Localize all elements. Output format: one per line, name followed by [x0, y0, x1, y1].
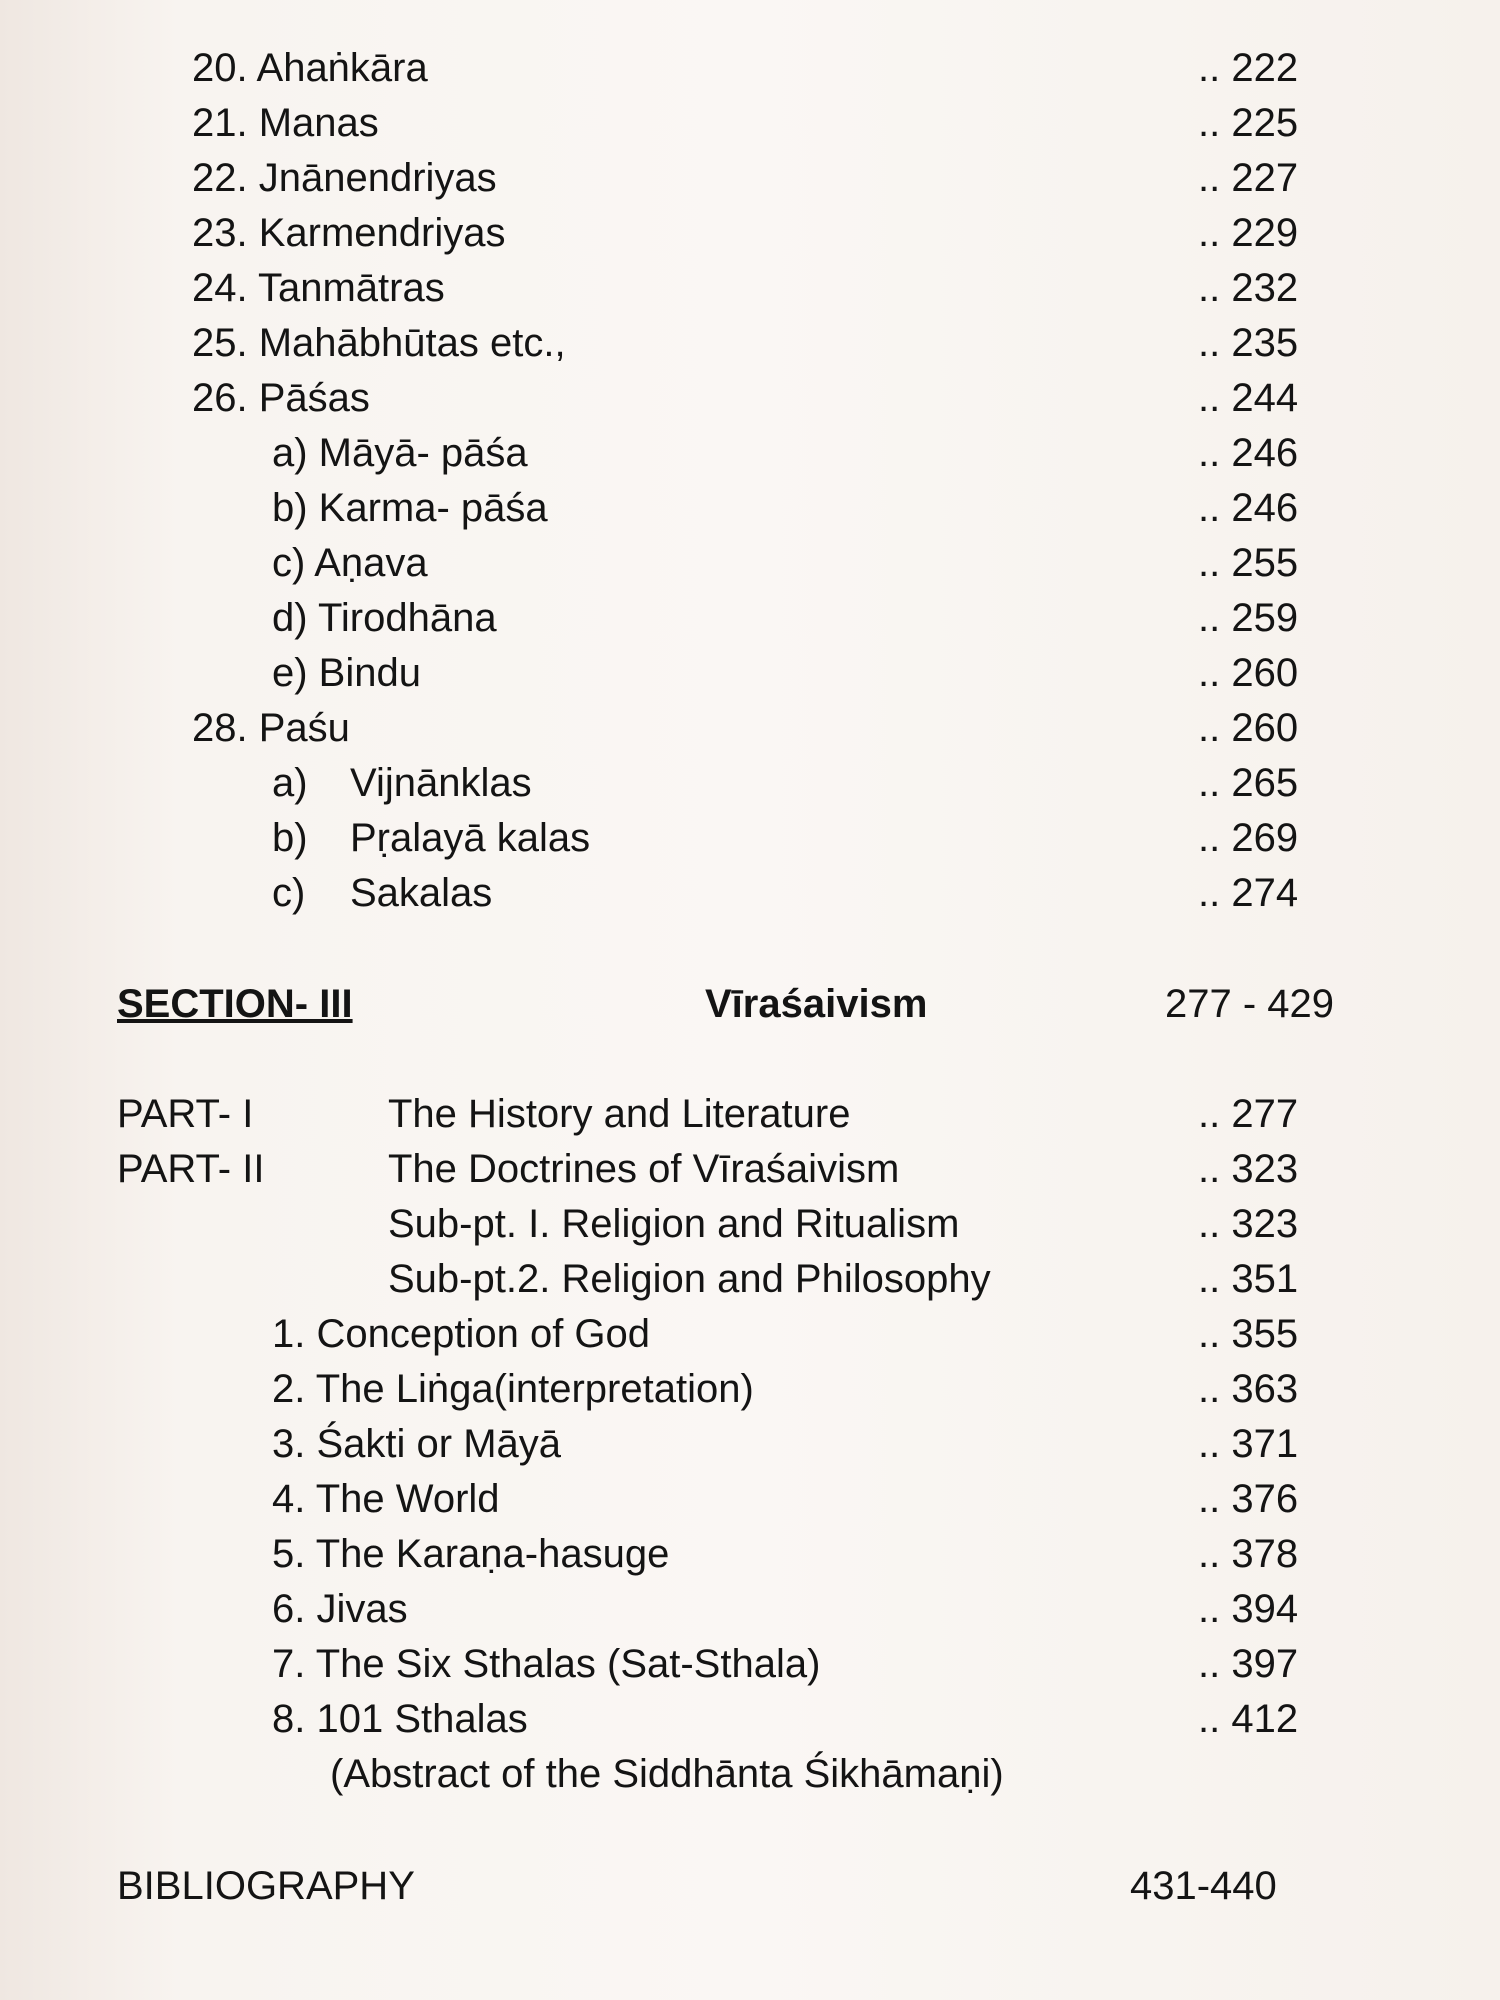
part-label: PART- I [117, 1092, 254, 1136]
toc-entry [0, 1528, 1500, 1580]
entry-label: 23. Karmendriyas [192, 211, 506, 255]
subpart-entry [0, 1253, 1500, 1305]
part-title: The History and Literature [388, 1092, 851, 1136]
toc-entry [0, 152, 1500, 204]
toc-entry [0, 1418, 1500, 1470]
entry-page: .. 260 [1198, 651, 1299, 695]
toc-entry [0, 372, 1500, 424]
entry-label: 4. The World [272, 1477, 500, 1521]
entry-page: .. 246 [1198, 431, 1299, 475]
entry-page: .. 232 [1198, 266, 1299, 310]
toc-entry [0, 702, 1500, 754]
entry-label: d) Tirodhāna [272, 596, 497, 640]
entry-page: .. 412 [1198, 1697, 1299, 1741]
entry-page: .. 363 [1198, 1367, 1299, 1411]
entry-label: a) Māyā- pāśa [272, 431, 528, 475]
entry-label: Sakalas [350, 871, 493, 915]
entry-label: e) Bindu [272, 651, 421, 695]
entry-page: .. 229 [1198, 211, 1299, 255]
entry-label: 5. The Karaṇa-hasuge [272, 1532, 670, 1576]
entry-label: 2. The Liṅga(interpretation) [272, 1367, 754, 1411]
entry-page: .. 378 [1198, 1532, 1299, 1576]
subpart-title: Sub-pt. I. Religion and Ritualism [388, 1202, 960, 1246]
entry-page: .. 227 [1198, 156, 1299, 200]
entry-page: .. 244 [1198, 376, 1299, 420]
toc-subentry [0, 592, 1500, 644]
part-label: PART- II [117, 1147, 265, 1191]
entry-page: .. 255 [1198, 541, 1299, 585]
toc-entry [0, 1308, 1500, 1360]
entry-label: 22. Jnānendriyas [192, 156, 497, 200]
entry-label: 26. Pāśas [192, 376, 370, 420]
entry-page: .. 277 [1198, 1092, 1299, 1136]
entry-marker: a) [272, 761, 308, 805]
section-title: Vīraśaivism [705, 982, 928, 1026]
entry-page: .. 260 [1198, 706, 1299, 750]
entry-label: 6. Jivas [272, 1587, 408, 1631]
toc-entry [0, 1693, 1500, 1745]
entry-page: .. 323 [1198, 1147, 1299, 1191]
part-entry [0, 1088, 1500, 1140]
part-title: The Doctrines of Vīraśaivism [388, 1147, 900, 1191]
entry-label: 25. Mahābhūtas etc., [192, 321, 566, 365]
abstract-note: (Abstract of the Siddhānta Śikhāmaṇi) [330, 1752, 1004, 1796]
entry-page: .. 394 [1198, 1587, 1299, 1631]
entry-page: .. 265 [1198, 761, 1299, 805]
toc-entry [0, 97, 1500, 149]
toc-subentry [0, 867, 1500, 919]
entry-label: 20. Ahaṅkāra [192, 46, 428, 90]
entry-page: .. 355 [1198, 1312, 1299, 1356]
part-entry [0, 1143, 1500, 1195]
section-label: SECTION- III [117, 982, 353, 1026]
entry-page: .. 246 [1198, 486, 1299, 530]
entry-page: .. 376 [1198, 1477, 1299, 1521]
entry-label: 21. Manas [192, 101, 379, 145]
entry-page: .. 274 [1198, 871, 1299, 915]
entry-page: .. 351 [1198, 1257, 1299, 1301]
toc-subentry [0, 427, 1500, 479]
toc-subentry [0, 812, 1500, 864]
toc-subentry [0, 757, 1500, 809]
toc-note [0, 1748, 1500, 1800]
subpart-entry [0, 1198, 1500, 1250]
entry-page: .. 225 [1198, 101, 1299, 145]
entry-label: 1. Conception of God [272, 1312, 651, 1356]
toc-subentry [0, 537, 1500, 589]
entry-page: .. 235 [1198, 321, 1299, 365]
toc-subentry [0, 647, 1500, 699]
entry-marker: c) [272, 871, 306, 915]
bibliography-entry [0, 1860, 1500, 1912]
entry-page: .. 269 [1198, 816, 1299, 860]
entry-label: c) Aṇava [272, 541, 428, 585]
toc-entry [0, 42, 1500, 94]
bibliography-pages: 431-440 [1130, 1864, 1277, 1908]
entry-label: Pṛalayā kalas [350, 816, 591, 860]
toc-entry [0, 262, 1500, 314]
bibliography-label: BIBLIOGRAPHY [117, 1864, 415, 1908]
entry-page: .. 222 [1198, 46, 1299, 90]
section-heading [0, 978, 1500, 1030]
toc-entry [0, 1583, 1500, 1635]
entry-label: b) Karma- pāśa [272, 486, 548, 530]
toc-entry [0, 317, 1500, 369]
toc-entry [0, 1638, 1500, 1690]
toc-subentry [0, 482, 1500, 534]
entry-label: 7. The Six Sthalas (Sat-Sthala) [272, 1642, 821, 1686]
subpart-title: Sub-pt.2. Religion and Philosophy [388, 1257, 991, 1301]
toc-entry [0, 207, 1500, 259]
entry-label: 28. Paśu [192, 706, 350, 750]
entry-page: .. 323 [1198, 1202, 1299, 1246]
entry-label: Vijnānklas [350, 761, 532, 805]
entry-page: .. 397 [1198, 1642, 1299, 1686]
toc-entry [0, 1473, 1500, 1525]
entry-page: .. 371 [1198, 1422, 1299, 1466]
entry-marker: b) [272, 816, 308, 860]
toc-entry [0, 1363, 1500, 1415]
entry-label: 3. Śakti or Māyā [272, 1422, 562, 1466]
entry-page: .. 259 [1198, 596, 1299, 640]
entry-label: 8. 101 Sthalas [272, 1697, 528, 1741]
section-pages: 277 - 429 [1165, 982, 1335, 1026]
entry-label: 24. Tanmātras [192, 266, 445, 310]
